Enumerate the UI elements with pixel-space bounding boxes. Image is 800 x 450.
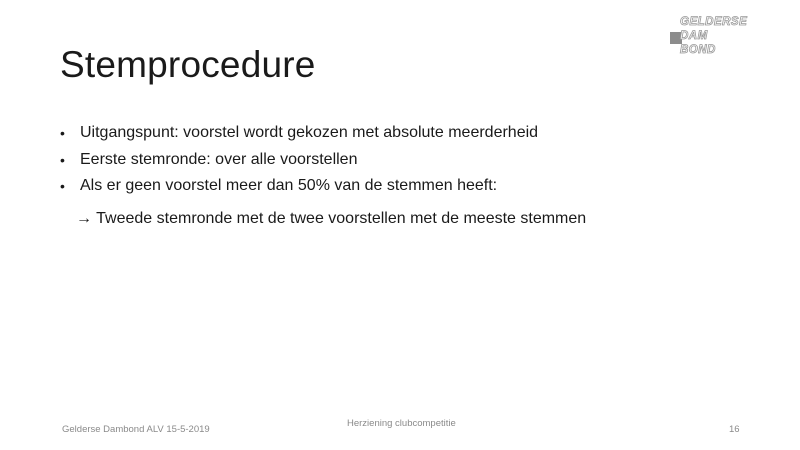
bullet-list [60,120,538,200]
bullet-icon: • [60,178,65,194]
sub-point-arrow-text: → Tweede stemronde met de twee voorstellen met de meeste stemmen [76,210,587,227]
logo-line-1: GELDERSE [680,16,748,28]
footer-date: Gelderse Dambond ALV 15-5-2019 [62,424,210,435]
bullet-icon: • [60,151,65,168]
bullet-item [60,173,538,200]
page-number: 16 [729,424,740,435]
bullet-item [60,147,538,174]
footer-title: Herziening clubcompetitie [347,418,456,429]
logo-line-2: DAM [680,30,708,42]
gelderse-dambond-logo [664,16,774,60]
logo-line-3: BOND [680,44,716,56]
bullet-text: Uitgangspunt: voorstel wordt gekozen met absolute meerderheid [80,124,539,141]
bullet-item [60,120,538,147]
bullet-text: Eerste stemronde: over alle voorstellen [80,150,358,168]
bullet-text: Als er geen voorstel meer dan 50% van de stemmen heeft: [80,177,498,194]
slide-title: Stemprocedure [60,44,316,85]
bullet-icon: • [60,125,65,141]
